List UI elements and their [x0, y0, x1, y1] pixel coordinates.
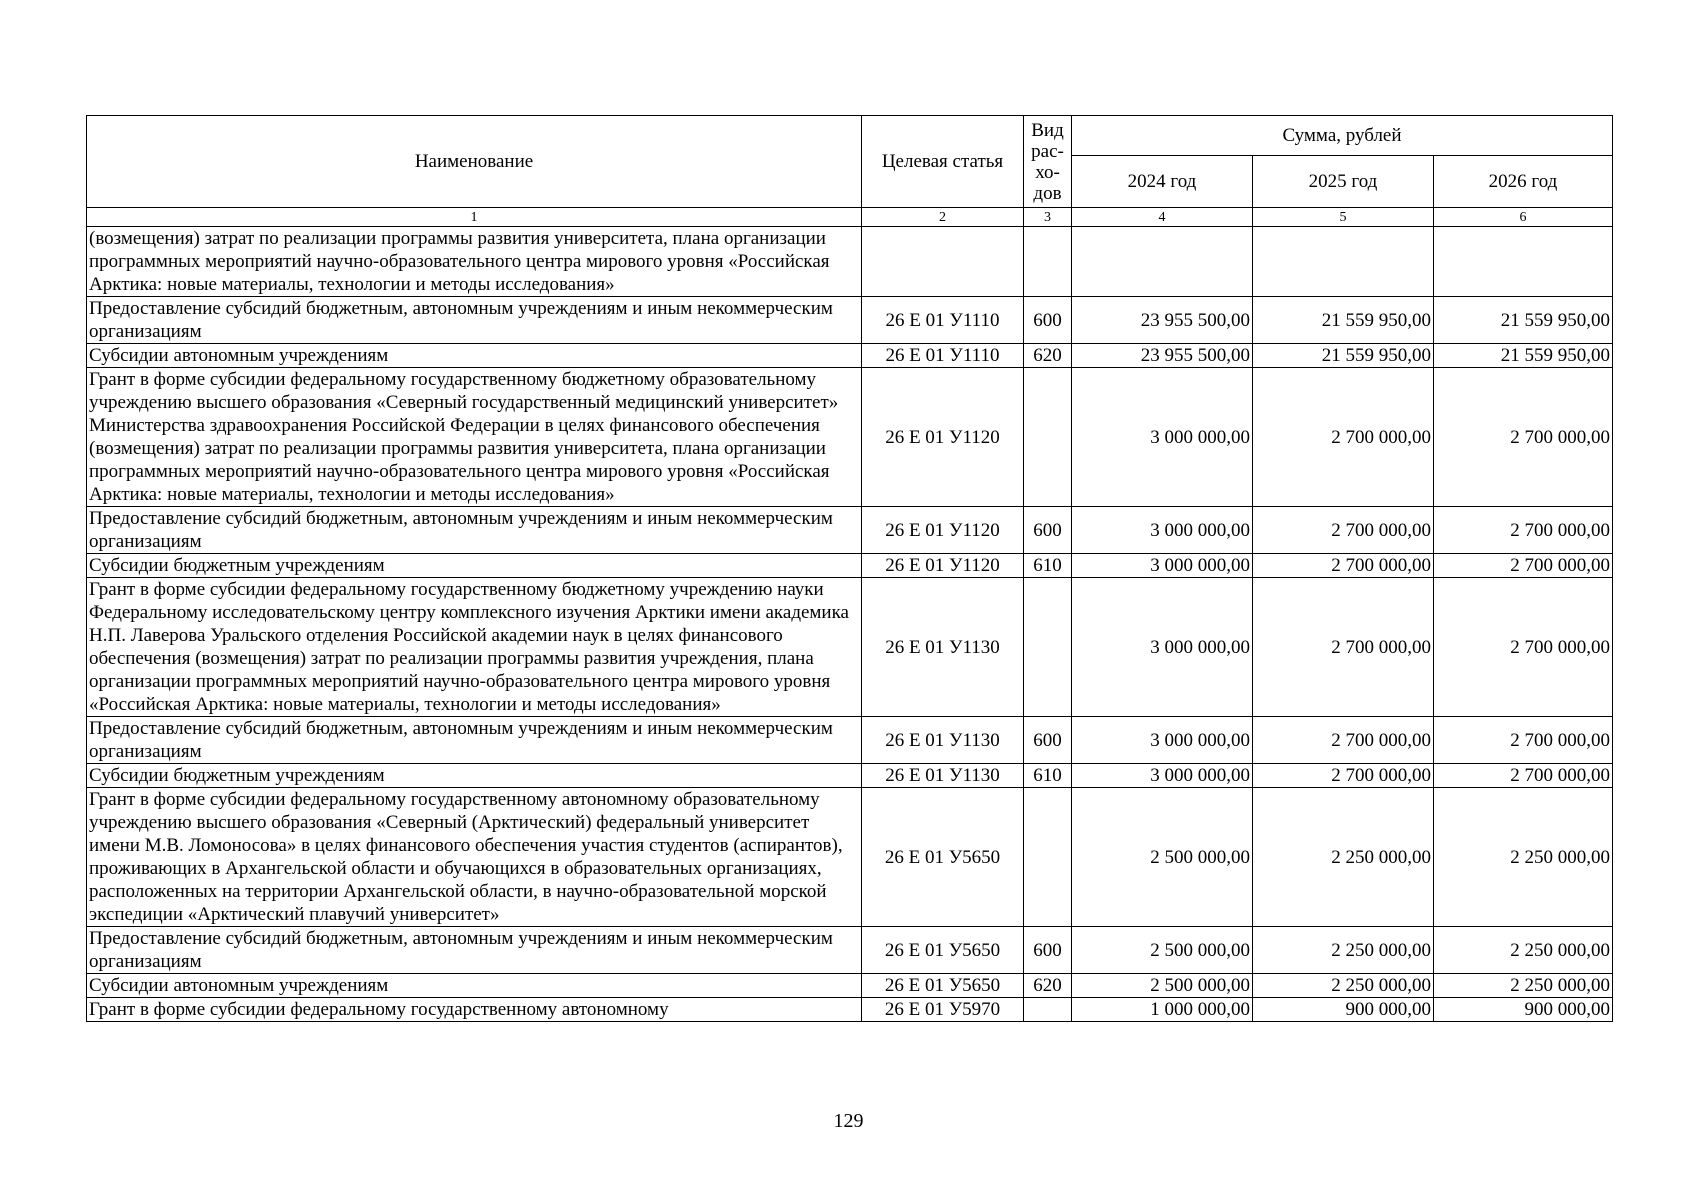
row-amount-2024: 3 000 000,00 — [1072, 368, 1253, 507]
row-amount-2025: 2 250 000,00 — [1253, 927, 1434, 974]
column-number: 5 — [1253, 208, 1434, 227]
header-year-2026: 2026 год — [1434, 156, 1613, 208]
row-amount-2026: 2 700 000,00 — [1434, 507, 1613, 554]
row-amount-2024: 23 955 500,00 — [1072, 344, 1253, 368]
row-amount-2026: 2 250 000,00 — [1434, 927, 1613, 974]
row-amount-2025: 21 559 950,00 — [1253, 344, 1434, 368]
table-row — [87, 297, 1613, 344]
row-name: Субсидии автономным учреждениям — [87, 344, 862, 368]
header-year-2025: 2025 год — [1253, 156, 1434, 208]
row-amount-2025: 2 250 000,00 — [1253, 788, 1434, 927]
header-year-2024: 2024 год — [1072, 156, 1253, 208]
row-expense-type — [1024, 998, 1072, 1022]
row-amount-2025: 2 700 000,00 — [1253, 507, 1434, 554]
table-row — [87, 927, 1613, 974]
header-expense-type: Вид рас- хо- дов — [1024, 116, 1072, 208]
row-amount-2026: 2 700 000,00 — [1434, 578, 1613, 717]
row-amount-2024: 3 000 000,00 — [1072, 764, 1253, 788]
row-name: Грант в форме субсидии федеральному государственному бюджетному учреждению науки Федеральному исследовательскому центру комплексного изучения Арктики имени академика Н.П. Лаверова Уральского отделения Российской академии наук в целях финансового обеспечения (возмещения) затрат по реализации программы развития учреждения, плана организации программных мероприятий научно-образовательного центра мирового уровня «Российская Арктика: новые материалы, технологии и методы исследования» — [87, 578, 862, 717]
page-number: 129 — [833, 1110, 864, 1132]
header-sum: Сумма, рублей — [1072, 116, 1613, 156]
row-amount-2024: 1 000 000,00 — [1072, 998, 1253, 1022]
row-expense-type: 620 — [1024, 344, 1072, 368]
row-name: Грант в форме субсидии федеральному государственному автономному образовательному учреждению высшего образования «Северный (Арктический) федеральный университет имени М.В. Ломоносова» в целях финансового обеспечения участия студентов (аспирантов), проживающих в Архангельской области и обучающихся в образовательных организациях, расположенных на территории Архангельской области, в научно-образовательной морской экспедиции «Арктический плавучий университет» — [87, 788, 862, 927]
row-name: (возмещения) затрат по реализации программы развития университета, плана организации программных мероприятий научно-образовательного центра мирового уровня «Российская Арктика: новые материалы, технологии и методы исследования» — [87, 227, 862, 297]
row-amount-2026: 2 700 000,00 — [1434, 717, 1613, 764]
header-target-article: Целевая статья — [862, 116, 1024, 208]
row-expense-type: 610 — [1024, 554, 1072, 578]
row-code: 26 Е 01 У1130 — [862, 717, 1024, 764]
row-amount-2025: 2 250 000,00 — [1253, 974, 1434, 998]
row-code: 26 Е 01 У5650 — [862, 974, 1024, 998]
row-code — [862, 227, 1024, 297]
table-row — [87, 344, 1613, 368]
budget-table — [86, 115, 1613, 1022]
row-amount-2026: 21 559 950,00 — [1434, 297, 1613, 344]
row-code: 26 Е 01 У1130 — [862, 764, 1024, 788]
row-amount-2024: 23 955 500,00 — [1072, 297, 1253, 344]
row-expense-type: 600 — [1024, 507, 1072, 554]
row-amount-2024: 2 500 000,00 — [1072, 927, 1253, 974]
row-amount-2024 — [1072, 227, 1253, 297]
row-code: 26 Е 01 У5970 — [862, 998, 1024, 1022]
row-code: 26 Е 01 У1120 — [862, 507, 1024, 554]
column-number: 6 — [1434, 208, 1613, 227]
row-amount-2024: 2 500 000,00 — [1072, 788, 1253, 927]
row-amount-2025: 2 700 000,00 — [1253, 578, 1434, 717]
row-amount-2026 — [1434, 227, 1613, 297]
row-amount-2026: 2 700 000,00 — [1434, 554, 1613, 578]
table-row — [87, 764, 1613, 788]
row-amount-2026: 2 700 000,00 — [1434, 368, 1613, 507]
row-amount-2026: 2 250 000,00 — [1434, 974, 1613, 998]
table-row — [87, 578, 1613, 717]
row-amount-2025: 2 700 000,00 — [1253, 554, 1434, 578]
row-expense-type — [1024, 368, 1072, 507]
row-expense-type: 600 — [1024, 297, 1072, 344]
row-name: Грант в форме субсидии федеральному государственному бюджетному образовательному учреждению высшего образования «Северный государственный медицинский университет» Министерства здравоохранения Российской Федерации в целях финансового обеспечения (возмещения) затрат по реализации программы развития университета, плана организации программных мероприятий научно-образовательного центра мирового уровня «Российская Арктика: новые материалы, технологии и методы исследования» — [87, 368, 862, 507]
row-expense-type: 600 — [1024, 927, 1072, 974]
row-amount-2024: 3 000 000,00 — [1072, 507, 1253, 554]
column-number: 3 — [1024, 208, 1072, 227]
row-amount-2025: 21 559 950,00 — [1253, 297, 1434, 344]
table-row — [87, 507, 1613, 554]
row-code: 26 Е 01 У1130 — [862, 578, 1024, 717]
row-name: Предоставление субсидий бюджетным, автономным учреждениям и иным некоммерческим организациям — [87, 717, 862, 764]
column-numbers-row — [87, 208, 1613, 227]
row-expense-type — [1024, 578, 1072, 717]
row-amount-2024: 2 500 000,00 — [1072, 974, 1253, 998]
row-amount-2024: 3 000 000,00 — [1072, 578, 1253, 717]
row-code: 26 Е 01 У1120 — [862, 554, 1024, 578]
row-code: 26 Е 01 У1110 — [862, 344, 1024, 368]
row-code: 26 Е 01 У1120 — [862, 368, 1024, 507]
table-row — [87, 974, 1613, 998]
table-row — [87, 717, 1613, 764]
row-amount-2024: 3 000 000,00 — [1072, 554, 1253, 578]
row-name: Субсидии бюджетным учреждениям — [87, 554, 862, 578]
row-amount-2026: 900 000,00 — [1434, 998, 1613, 1022]
row-amount-2025: 2 700 000,00 — [1253, 764, 1434, 788]
table-row — [87, 227, 1613, 297]
column-number: 4 — [1072, 208, 1253, 227]
row-expense-type — [1024, 227, 1072, 297]
row-expense-type — [1024, 788, 1072, 927]
row-amount-2025 — [1253, 227, 1434, 297]
row-amount-2025: 2 700 000,00 — [1253, 717, 1434, 764]
row-name: Субсидии бюджетным учреждениям — [87, 764, 862, 788]
row-code: 26 Е 01 У5650 — [862, 788, 1024, 927]
row-amount-2024: 3 000 000,00 — [1072, 717, 1253, 764]
row-amount-2026: 2 700 000,00 — [1434, 764, 1613, 788]
row-amount-2025: 900 000,00 — [1253, 998, 1434, 1022]
row-name: Субсидии автономным учреждениям — [87, 974, 862, 998]
row-name: Предоставление субсидий бюджетным, автономным учреждениям и иным некоммерческим организациям — [87, 297, 862, 344]
row-amount-2025: 2 700 000,00 — [1253, 368, 1434, 507]
row-expense-type: 600 — [1024, 717, 1072, 764]
header-name: Наименование — [87, 116, 862, 208]
row-expense-type: 620 — [1024, 974, 1072, 998]
row-code: 26 Е 01 У5650 — [862, 927, 1024, 974]
row-name: Грант в форме субсидии федеральному государственному автономному — [87, 998, 862, 1022]
row-name: Предоставление субсидий бюджетным, автономным учреждениям и иным некоммерческим организациям — [87, 927, 862, 974]
table-row — [87, 788, 1613, 927]
table-row — [87, 554, 1613, 578]
table-row — [87, 368, 1613, 507]
row-name: Предоставление субсидий бюджетным, автономным учреждениям и иным некоммерческим организациям — [87, 507, 862, 554]
row-amount-2026: 21 559 950,00 — [1434, 344, 1613, 368]
row-amount-2026: 2 250 000,00 — [1434, 788, 1613, 927]
column-number: 1 — [87, 208, 862, 227]
column-number: 2 — [862, 208, 1024, 227]
row-code: 26 Е 01 У1110 — [862, 297, 1024, 344]
row-expense-type: 610 — [1024, 764, 1072, 788]
table-row — [87, 998, 1613, 1022]
